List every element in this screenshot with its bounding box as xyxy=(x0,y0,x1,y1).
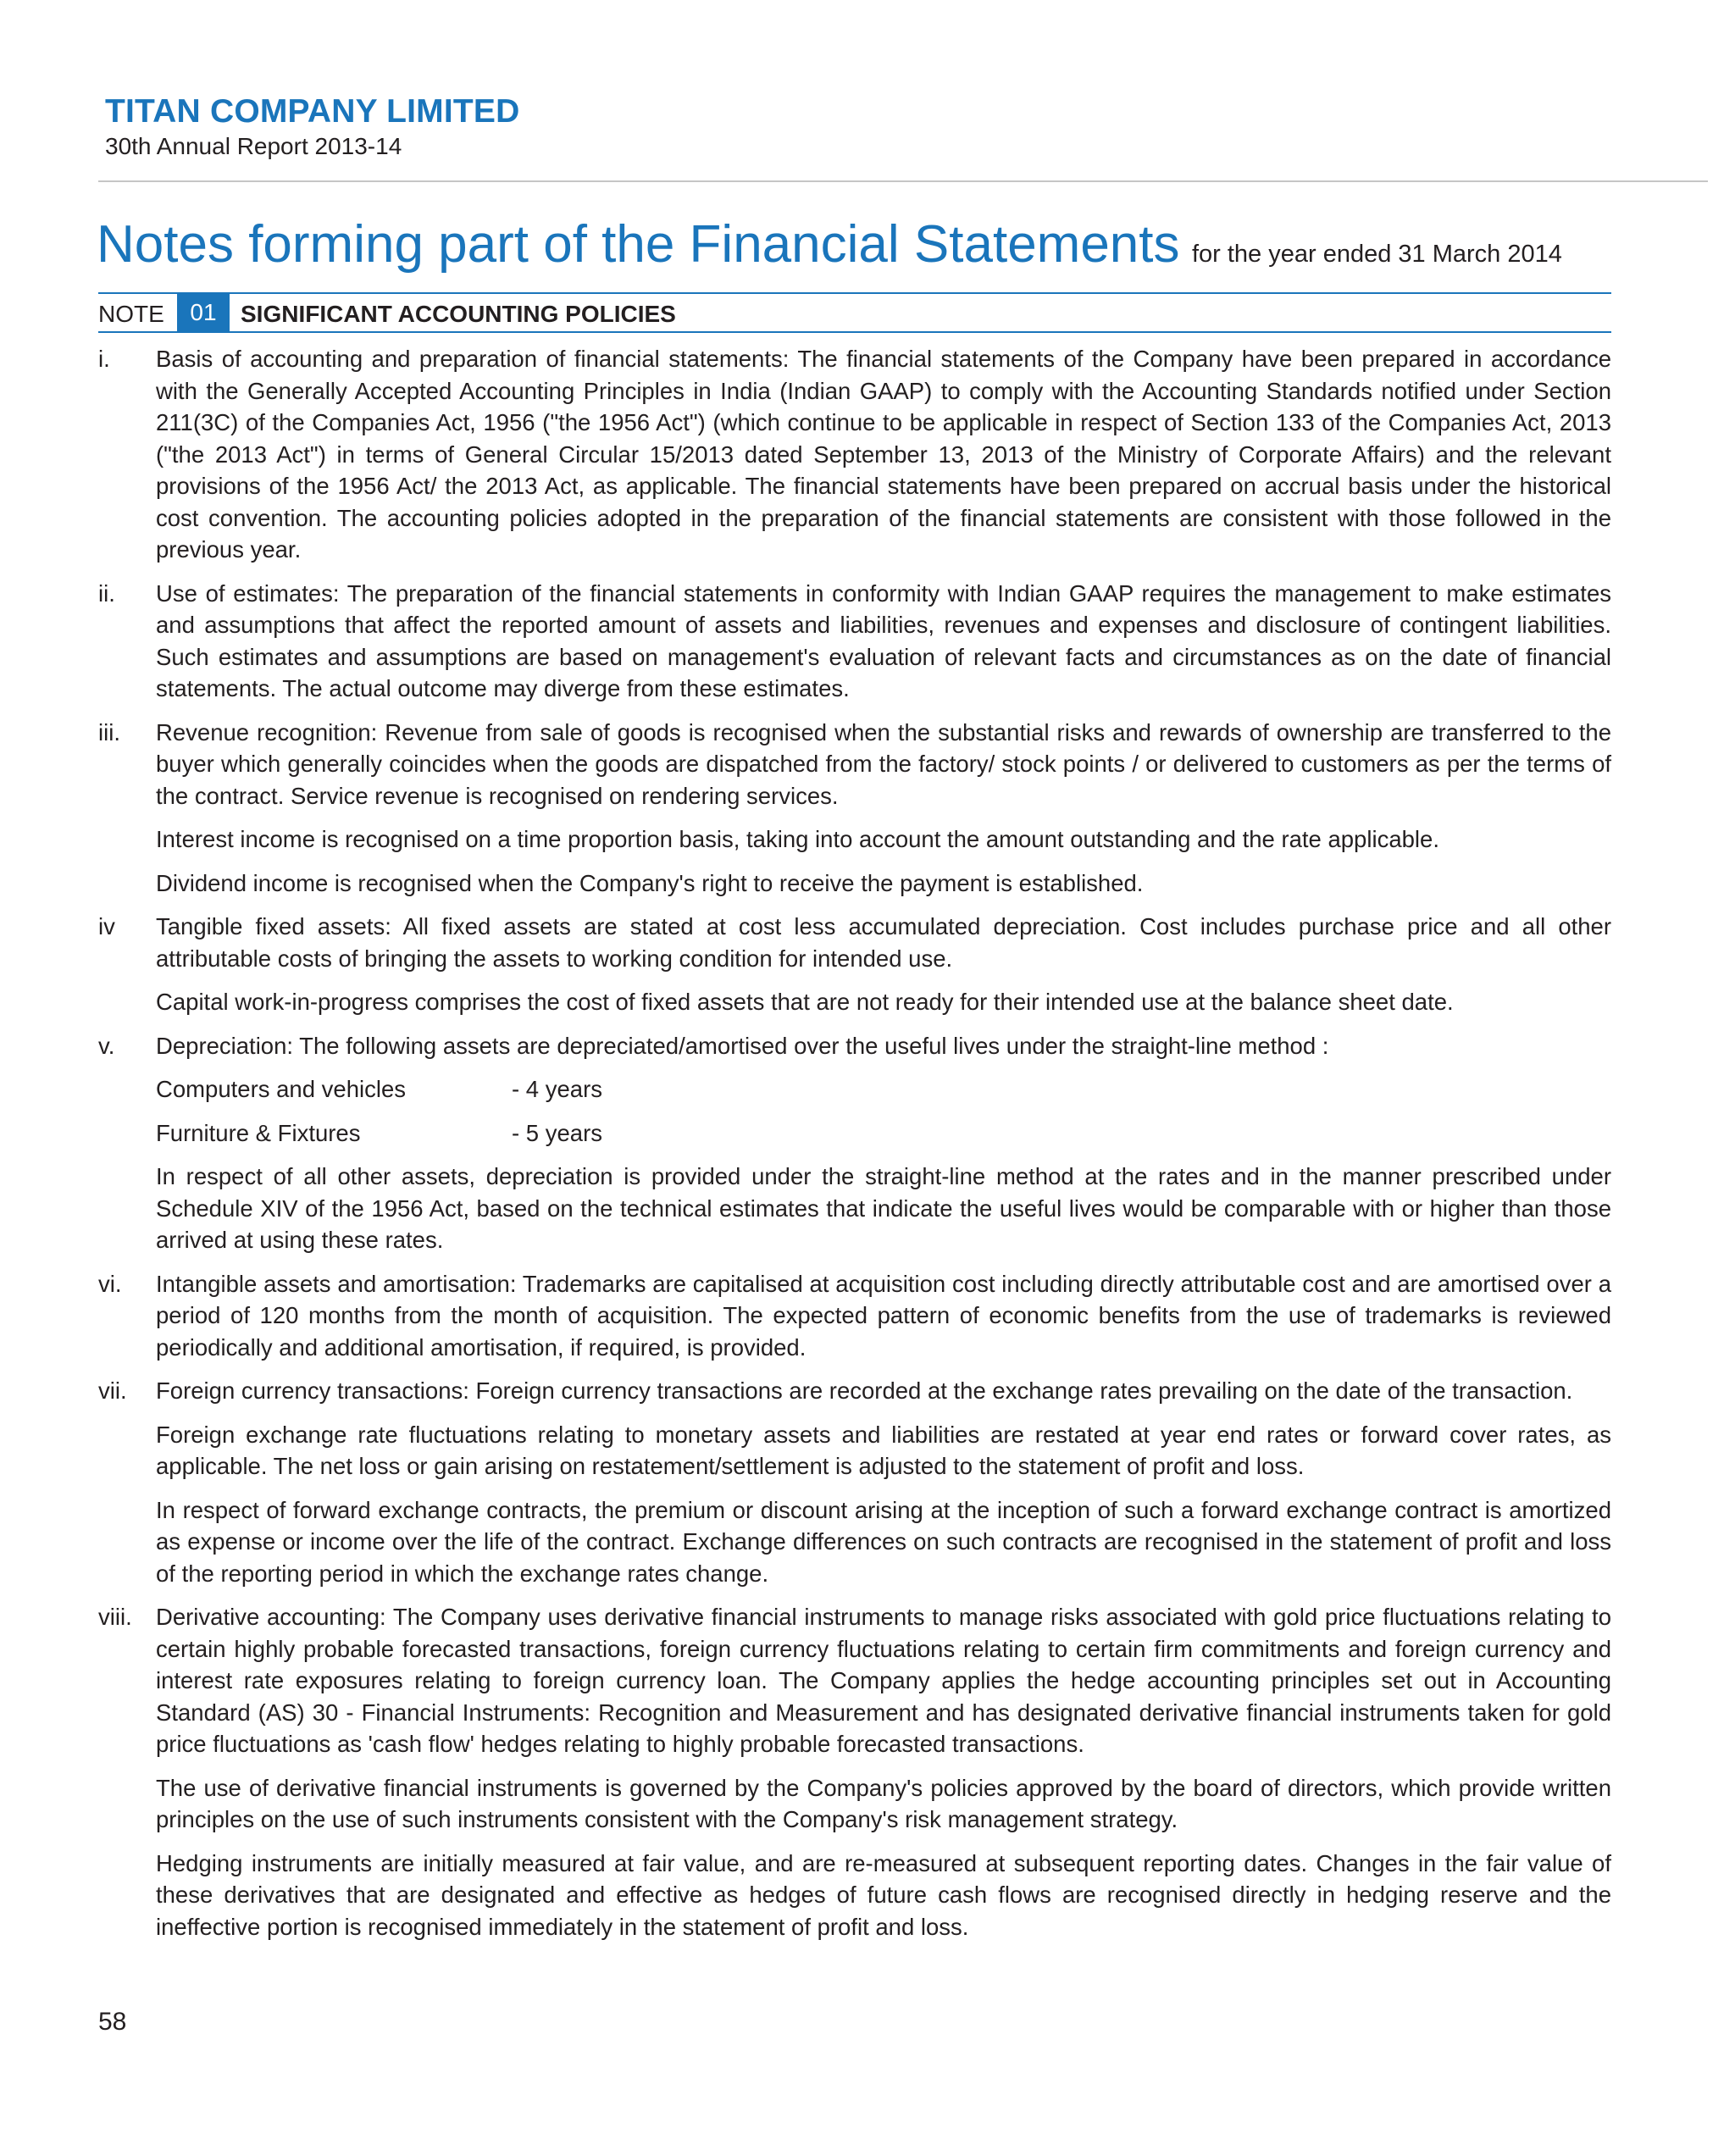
item-label: ii. xyxy=(98,579,115,607)
policy-item xyxy=(98,578,1611,705)
policy-paragraph: Basis of accounting and preparation of financial statements: The financial statements of the Company have been prepared in accordance with the Generally Accepted Accounting Principles in India (Indian GAAP) to comply with the Accounting Standards notified under Section 211(3C) of the Companies Act, 1956 ("the 1956 Act") (which continue to be applicable in respect of Section 133 of the Companies Act, 2013 ("the 2013 Act") in terms of General Circular 15/2013 dated September 13, 2013 of the Ministry of Corporate Affairs) and the relevant provisions of the 1956 Act/ the 2013 Act, as applicable. The financial statements have been prepared on accrual basis under the historical cost convention. The accounting policies adopted in the preparation of the financial statements are consistent with those followed in the previous year. xyxy=(156,346,1611,563)
item-label: v. xyxy=(98,1032,115,1059)
policy-item xyxy=(98,1601,1611,1943)
policy-item xyxy=(98,1375,1611,1589)
item-label: iv xyxy=(98,913,115,939)
note-label: NOTE xyxy=(98,301,164,327)
item-label: vi. xyxy=(98,1270,122,1297)
item-label: iii. xyxy=(98,718,120,745)
policy-paragraph: The use of derivative financial instruments is governed by the Company's policies approved by the board of directors, which provide written principles on the use of such instruments consistent with the Company's risk management strategy. xyxy=(156,1774,1611,1832)
note-heading: SIGNIFICANT ACCOUNTING POLICIES xyxy=(241,301,676,327)
policy-paragraph: Depreciation: The following assets are depreciated/amortised over the useful lives under the straight-line method : xyxy=(156,1032,1329,1059)
policy-paragraph: In respect of all other assets, depreciation is provided under the straight-line method at the rates and in the manner prescribed under Schedule XIV of the 1956 Act, based on the technical estimates that indicate the useful lives would be comparable with or higher than those arrived at using these rates. xyxy=(156,1163,1611,1253)
policy-paragraph: Hedging instruments are initially measured at fair value, and are re-measured at subsequent reporting dates. Changes in the fair value of these derivatives that are designated and effective as hedges of future cash flows are recognised directly in hedging reserve and the ineffective portion is recognised immediately in the statement of profit and loss. xyxy=(156,1849,1611,1940)
policy-item xyxy=(98,717,1611,900)
asset-class: Computers and vehicles xyxy=(156,1076,407,1102)
page-title-main: Notes forming part of the Financial Statements xyxy=(97,215,1180,274)
policy-paragraph: In respect of forward exchange contracts, the premium or discount arising at the inception of such a forward exchange contract is amortized as expense or income over the life of the contract. Exchange differences on such contracts are recognised in the statement of profit and loss of the reporting period in which the exchange rates change. xyxy=(156,1496,1611,1587)
policy-paragraph: Capital work-in-progress comprises the cost of fixed assets that are not ready for their intended use at the balance sheet date. xyxy=(156,989,1454,1015)
useful-life: - 4 years xyxy=(512,1076,602,1102)
note-number: 01 xyxy=(177,294,230,331)
policy-paragraph: Foreign exchange rate fluctuations relating to monetary assets and liabilities are restated at year end rates or forward cover rates, as applicable. The net loss or gain arising on restatement/settlement is adjusted to the statement of profit and loss. xyxy=(156,1421,1611,1479)
policy-item xyxy=(98,1268,1611,1364)
note-heading-bar xyxy=(98,292,1611,333)
useful-life: - 5 years xyxy=(512,1119,602,1146)
policy-paragraph: Dividend income is recognised when the Company's right to receive the payment is established. xyxy=(156,869,1144,896)
useful-life-row xyxy=(156,1117,1611,1150)
policy-paragraph: Intangible assets and amortisation: Trademarks are capitalised at acquisition cost including directly attributable cost and are amortised over a period of 120 months from the month of acquisition. The expected pattern of economic benefits from the use of trademarks is reviewed periodically and additional amortisation, if required, is provided. xyxy=(156,1270,1611,1361)
useful-life-row xyxy=(156,1073,1611,1106)
policy-paragraph: Foreign currency transactions: Foreign currency transactions are recorded at the exchange rates prevailing on the date of the transaction. xyxy=(156,1377,1573,1404)
policy-item xyxy=(98,1030,1611,1256)
report-header xyxy=(105,93,520,161)
notes-content xyxy=(98,343,1611,1954)
page-title-period: for the year ended 31 March 2014 xyxy=(1191,241,1562,268)
page-number: 58 xyxy=(98,2008,127,2036)
asset-class: Furniture & Fixtures xyxy=(156,1119,361,1146)
item-label: vii. xyxy=(98,1377,127,1404)
policy-item xyxy=(98,343,1611,566)
policy-item xyxy=(98,911,1611,1018)
policy-paragraph: Tangible fixed assets: All fixed assets are stated at cost less accumulated depreciation. Cost includes purchase price and all other attributable costs of bringing the assets to working condition for intended use. xyxy=(156,913,1611,972)
policy-paragraph: Interest income is recognised on a time proportion basis, taking into account the amount outstanding and the rate applicable. xyxy=(156,826,1439,852)
item-label: i. xyxy=(98,346,110,372)
company-name: TITAN COMPANY LIMITED xyxy=(105,93,520,130)
report-subtitle: 30th Annual Report 2013-14 xyxy=(105,133,402,159)
header-divider xyxy=(98,180,1708,182)
policy-paragraph: Use of estimates: The preparation of the financial statements in conformity with Indian GAAP requires the management to make estimates and assumptions that affect the reported amount of assets and liabilities, revenues and expenses and disclosure of contingent liabilities. Such estimates and assumptions are based on management's evaluation of relevant facts and circumstances as on the date of financial statements. The actual outcome may diverge from these estimates. xyxy=(156,579,1611,701)
policy-paragraph: Derivative accounting: The Company uses derivative financial instruments to manage risks associated with gold price fluctuations relating to certain highly probable forecasted transactions, foreign currency fluctuations relating to certain firm commitments and foreign currency and interest rate exposures relating to foreign currency loan. The Company applies the hedge accounting principles set out in Accounting Standard (AS) 30 - Financial Instruments: Recognition and Measurement and has designated derivative financial instruments taken for gold price fluctuations as 'cash flow' hedges relating to highly probable forecasted transactions. xyxy=(156,1604,1611,1757)
page-title xyxy=(97,213,1562,276)
item-label: viii. xyxy=(98,1604,132,1630)
policy-paragraph: Revenue recognition: Revenue from sale of goods is recognised when the substantial risks and rewards of ownership are transferred to the buyer which generally coincides when the goods are dispatched from the factory/ stock points / or delivered to customers as per the terms of the contract. Service revenue is recognised on rendering services. xyxy=(156,718,1611,809)
